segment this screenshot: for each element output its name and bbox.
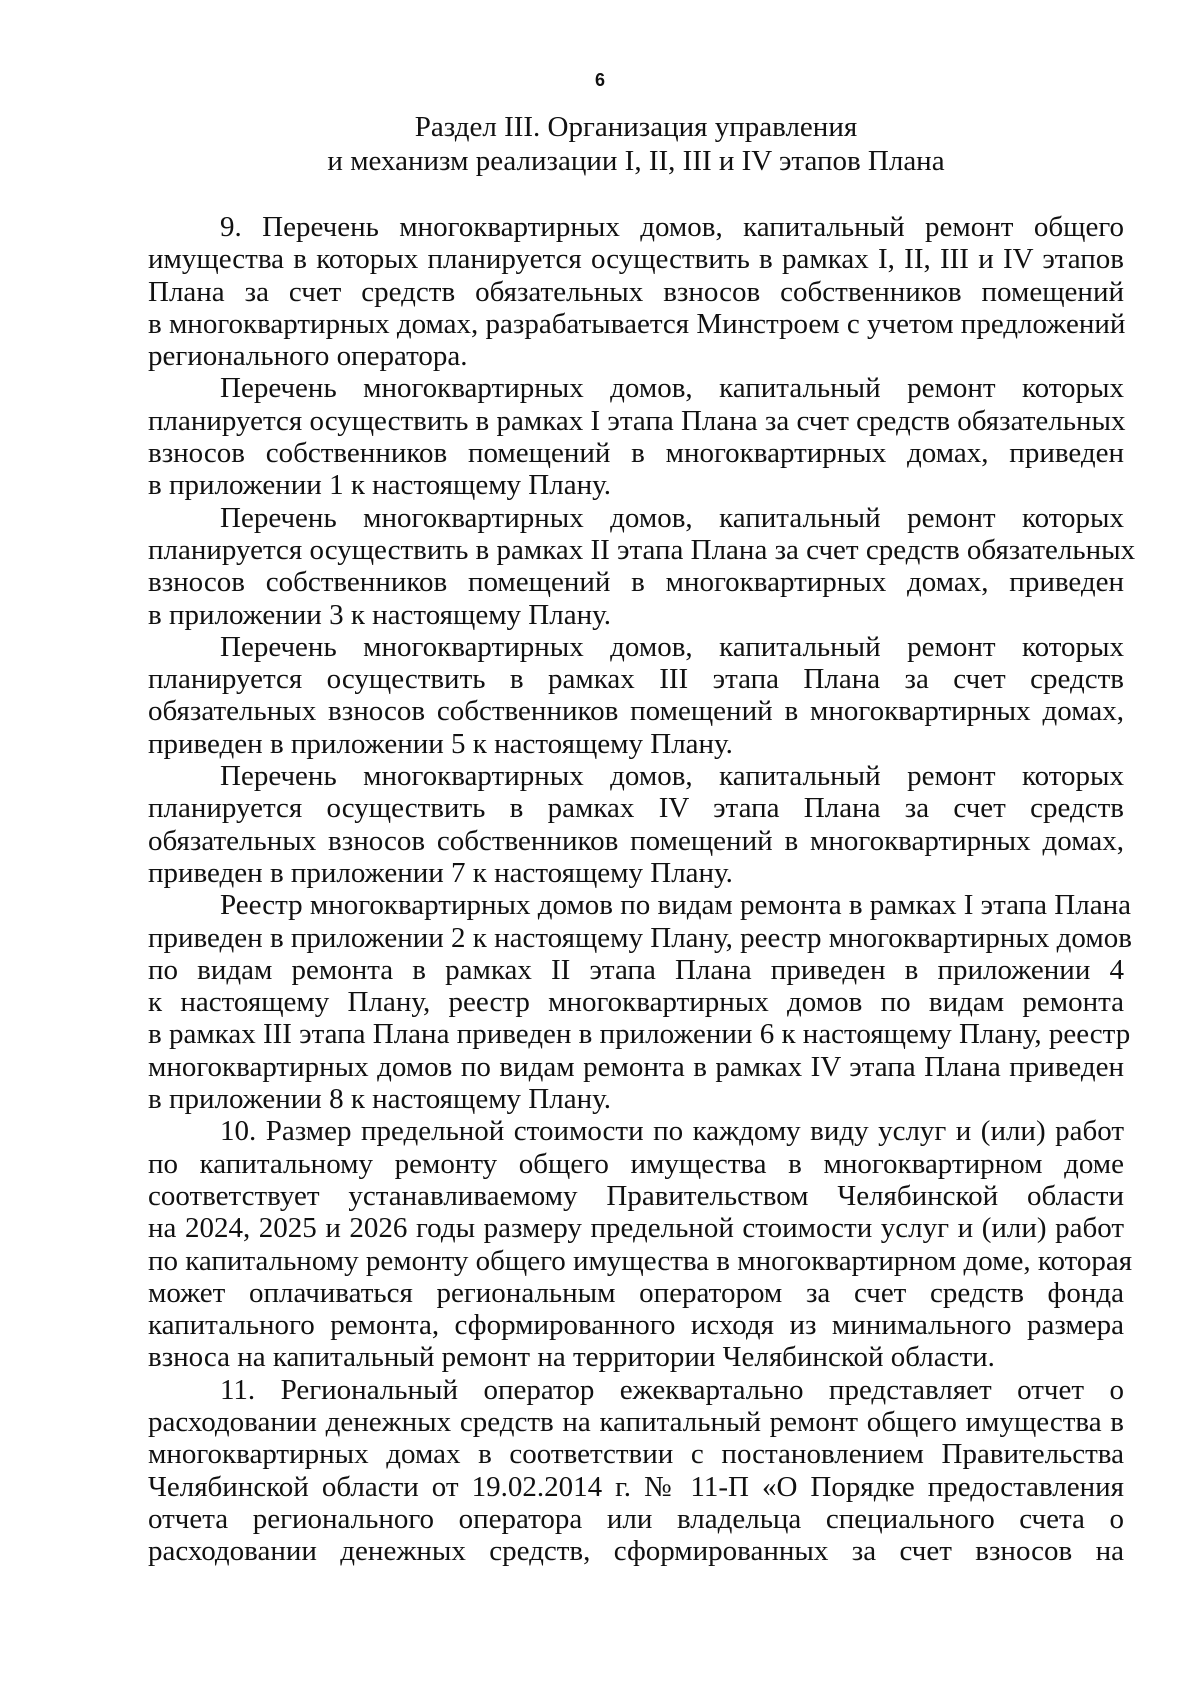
- paragraph-line: планируется осуществить в рамках III этапа Плана за счет средств: [148, 663, 1124, 696]
- paragraph: [148, 211, 1124, 372]
- paragraph-line: по видам ремонта в рамках II этапа Плана приведен в приложении 4: [148, 953, 1124, 986]
- paragraph-line: взносов собственников помещений в многоквартирных домах, приведен: [148, 566, 1124, 599]
- paragraph: [148, 1115, 1133, 1374]
- paragraph: [148, 889, 1132, 1116]
- paragraph-line: в рамках III этапа Плана приведен в приложении 6 к настоящему Плану, реестр: [148, 1018, 1131, 1051]
- paragraph-line: капитального ремонта, сформированного исходя из минимального размера: [148, 1309, 1124, 1342]
- paragraph-line: взносов собственников помещений в многоквартирных домах, приведен: [148, 437, 1124, 470]
- paragraph-line: планируется осуществить в рамках I этапа Плана за счет средств обязательных: [148, 404, 1126, 437]
- paragraph-line: Перечень многоквартирных домов, капитальный ремонт которых: [220, 760, 1124, 793]
- paragraph-line: по капитальному ремонту общего имущества в многоквартирном доме: [148, 1147, 1124, 1180]
- paragraph-line: расходовании денежных средств, сформированных за счет взносов на: [148, 1535, 1124, 1568]
- paragraph-line: Челябинской области от 19.02.2014 г. № 11-П «О Порядке предоставления: [148, 1470, 1124, 1503]
- paragraph-line: многоквартирных домах в соответствии с постановлением Правительства: [148, 1438, 1124, 1471]
- section-heading: [148, 110, 1124, 178]
- paragraph-line: Перечень многоквартирных домов, капитальный ремонт которых: [220, 501, 1124, 534]
- paragraph-line: Перечень многоквартирных домов, капитальный ремонт которых: [220, 372, 1124, 405]
- paragraph-line: Плана за счет средств обязательных взносов собственников помещений: [148, 275, 1124, 308]
- paragraph-line: в многоквартирных домах, разрабатывается Минстроем с учетом предложений: [148, 307, 1126, 340]
- paragraph-line: расходовании денежных средств на капитальный ремонт общего имущества в: [148, 1405, 1124, 1438]
- paragraph-line: планируется осуществить в рамках IV этапа Плана за счет средств: [148, 792, 1124, 825]
- paragraph-line: обязательных взносов собственников помещений в многоквартирных домах,: [148, 695, 1124, 728]
- paragraph-line: Перечень многоквартирных домов, капитальный ремонт которых: [220, 630, 1124, 663]
- paragraph-line: 11. Региональный оператор ежеквартально представляет отчет о: [220, 1373, 1124, 1406]
- paragraph-line: в приложении 3 к настоящему Плану.: [148, 598, 611, 631]
- paragraph-line: в приложении 8 к настоящему Плану.: [148, 1083, 611, 1116]
- paragraph-line: взноса на капитальный ремонт на территории Челябинской области.: [148, 1341, 995, 1374]
- paragraph-line: может оплачиваться региональным оператором за счет средств фонда: [148, 1276, 1124, 1309]
- paragraph: [148, 760, 1124, 889]
- section-heading-line-2: и механизм реализации I, II, III и IV этапов Плана: [327, 145, 945, 177]
- paragraph-line: к настоящему Плану, реестр многоквартирных домов по видам ремонта: [148, 986, 1124, 1019]
- paragraph-line: многоквартирных домов по видам ремонта в рамках IV этапа Плана приведен: [148, 1050, 1124, 1083]
- paragraph-line: приведен в приложении 7 к настоящему Плану.: [148, 856, 733, 889]
- paragraph-line: имущества в которых планируется осуществить в рамках I, II, III и IV этапов: [148, 243, 1124, 276]
- paragraph-line: приведен в приложении 2 к настоящему Плану, реестр многоквартирных домов: [148, 921, 1132, 954]
- paragraph-line: планируется осуществить в рамках II этапа Плана за счет средств обязательных: [148, 533, 1136, 566]
- section-heading-line-1: Раздел III. Организация управления: [414, 111, 858, 143]
- paragraph-line: обязательных взносов собственников помещений в многоквартирных домах,: [148, 824, 1124, 857]
- paragraph-line: приведен в приложении 5 к настоящему Плану.: [148, 727, 733, 760]
- paragraph: [148, 501, 1136, 631]
- document-body: [148, 211, 1136, 1568]
- paragraph: [148, 1374, 1124, 1568]
- paragraph-line: соответствует устанавливаемому Правительством Челябинской области: [148, 1179, 1124, 1212]
- paragraph-line: Реестр многоквартирных домов по видам ремонта в рамках I этапа Плана: [220, 889, 1131, 922]
- paragraph-line: 10. Размер предельной стоимости по каждому виду услуг и (или) работ: [220, 1115, 1124, 1148]
- paragraph-line: регионального оператора.: [148, 340, 468, 373]
- paragraph-line: в приложении 1 к настоящему Плану.: [148, 469, 611, 502]
- paragraph-line: на 2024, 2025 и 2026 годы размеру предельной стоимости услуг и (или) работ: [148, 1212, 1124, 1245]
- page-number: 6: [594, 70, 605, 90]
- paragraph: [148, 631, 1124, 760]
- paragraph: [148, 372, 1124, 501]
- paragraph-line: отчета регионального оператора или владельца специального счета о: [148, 1502, 1124, 1535]
- paragraph-line: по капитальному ремонту общего имущества в многоквартирном доме, которая: [148, 1244, 1133, 1277]
- paragraph-line: 9. Перечень многоквартирных домов, капитальный ремонт общего: [220, 211, 1124, 243]
